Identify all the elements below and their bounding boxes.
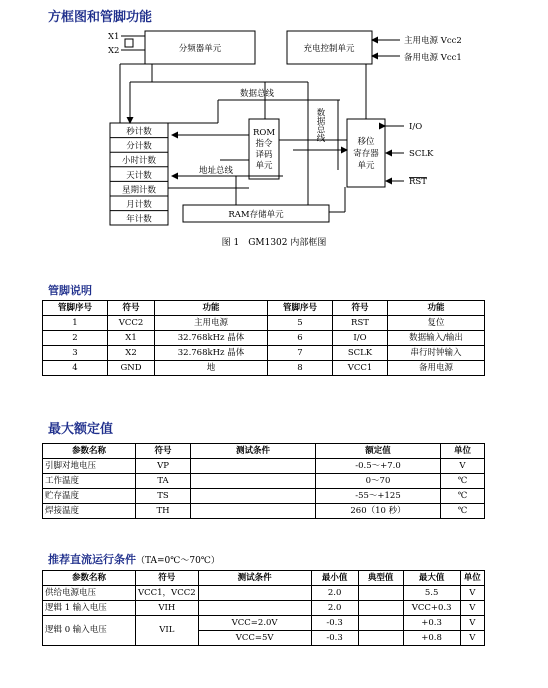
pin-header-4: 符号 [333,301,388,316]
dc-header-2: 测试条件 [198,571,311,586]
cell: V [460,631,484,646]
ram-label: RAM存储单元 [228,210,284,220]
cell [191,474,316,489]
cell: VIL [136,616,199,646]
cell: VCC=2.0V [198,616,311,631]
cell: ℃ [441,504,485,519]
vcc2-label: 主用电源 Vcc2 [404,36,462,46]
cell: 32.768kHz 晶体 [155,346,268,361]
pin-table [42,300,485,376]
cell: +0.8 [403,631,460,646]
shift-line-1: 寄存器 [353,149,379,159]
cell: 6 [268,331,333,346]
cell: VCC1，VCC2 [136,586,199,601]
section-title-dc [48,551,220,567]
figure-caption: 图 1 GM1302 内部框图 [221,238,327,248]
shift-line-0: 移位 [357,137,375,147]
data-bus-vertical-text: 数据总线 [315,108,325,142]
block-diagram [0,0,548,260]
rom-line-0: ROM [252,128,276,138]
cell: V [460,616,484,631]
cell: V [441,459,485,474]
dc-title: 推荐直流运行条件 [48,553,136,566]
cell: 备用电源 [388,361,485,376]
cell: VCC=5V [198,631,311,646]
cell: VCC+0.3 [403,601,460,616]
cell: TA [136,474,191,489]
dc-header-6: 单位 [460,571,484,586]
dc-header-1: 符号 [136,571,199,586]
counter-0: 秒计数 [126,127,152,137]
table-row [43,504,485,519]
table-row [43,459,485,474]
table-row [43,346,485,361]
pin-header-1: 符号 [108,301,155,316]
cell: X2 [108,346,155,361]
io-label: I/O [409,122,423,132]
cell: 复位 [388,316,485,331]
cell: I/O [333,331,388,346]
cell: -0.3 [311,616,358,631]
sclk-label: SCLK [409,149,434,159]
cell [198,601,311,616]
cell [358,631,403,646]
dc-header [43,571,485,586]
cell: 2.0 [311,601,358,616]
pin-header-0: 管脚序号 [43,301,108,316]
cell: 引脚对地电压 [43,459,136,474]
section-title-block-diagram: 方框图和管脚功能 [48,10,153,25]
table-row [43,316,485,331]
counter-2: 小时计数 [121,156,157,167]
cell: 串行时钟输入 [388,346,485,361]
abs-header-3: 额定值 [316,444,441,459]
data-bus-vertical-label [315,107,325,143]
cell: 3 [43,346,108,361]
cell [358,616,403,631]
table-row [43,331,485,346]
cell: 5 [268,316,333,331]
cell: 工作温度 [43,474,136,489]
cell: 2 [43,331,108,346]
cell: X1 [108,331,155,346]
cell [191,504,316,519]
cell: 逻辑 1 输入电压 [43,601,136,616]
dc-header-5: 最大值 [403,571,460,586]
shift-line-2: 单元 [357,161,375,171]
cell: 数据输入/输出 [388,331,485,346]
dc-header-4: 典型值 [358,571,403,586]
cell: 260（10 秒） [316,504,441,519]
cell: -0.3 [311,631,358,646]
section-title-abs-max: 最大额定值 [48,422,114,437]
dc-condition: （TA=0℃～70℃） [136,556,220,566]
abs-header-4: 单位 [441,444,485,459]
rom-line-1: 指令 [255,139,273,149]
cell: SCLK [333,346,388,361]
charge-label: 充电控制单元 [303,44,355,54]
cell: V [460,601,484,616]
cell: 4 [43,361,108,376]
cell: VCC1 [333,361,388,376]
cell: 贮存温度 [43,489,136,504]
cell: 地 [155,361,268,376]
divider-label: 分频器单元 [178,44,222,54]
cell [191,459,316,474]
cell: -0.5～+7.0 [316,459,441,474]
rom-line-2: 译码 [255,150,273,160]
cell: 主用电源 [155,316,268,331]
table-row [43,616,485,631]
cell: -55～+125 [316,489,441,504]
abs-max-header [43,444,485,459]
cell: VP [136,459,191,474]
cell: GND [108,361,155,376]
cell [358,601,403,616]
pin-table-header [43,301,485,316]
rst-label: RST [409,177,427,187]
rom-line-3: 单元 [255,161,273,171]
cell: 供给电源电压 [43,586,136,601]
counter-3: 天计数 [126,170,152,181]
pin-header-2: 功能 [155,301,268,316]
cell: 5.5 [403,586,460,601]
abs-max-table [42,443,485,519]
cell: 0～70 [316,474,441,489]
cell: +0.3 [403,616,460,631]
abs-header-2: 测试条件 [191,444,316,459]
cell [191,489,316,504]
cell: 32.768kHz 晶体 [155,331,268,346]
cell: 7 [268,346,333,361]
dc-header-3: 最小值 [311,571,358,586]
cell [198,586,311,601]
cell: 2.0 [311,586,358,601]
counter-1: 分计数 [126,141,152,152]
cell: V [460,586,484,601]
table-row [43,601,485,616]
dc-table [42,570,485,646]
cell: 8 [268,361,333,376]
section-title-pins: 管脚说明 [48,284,92,297]
counter-6: 年计数 [126,214,152,225]
cell: ℃ [441,489,485,504]
vcc1-label: 备用电源 Vcc1 [404,53,462,63]
data-bus-label: 数据总线 [240,89,275,99]
cell: RST [333,316,388,331]
pin-header-5: 功能 [388,301,485,316]
cell: 焊接温度 [43,504,136,519]
table-row [43,474,485,489]
cell [358,586,403,601]
counter-4: 星期计数 [121,185,157,196]
address-bus-label: 地址总线 [199,166,234,176]
cell: VIH [136,601,199,616]
cell: 1 [43,316,108,331]
x2-label: X2 [108,46,120,56]
abs-header-1: 符号 [136,444,191,459]
pin-header-3: 管脚序号 [268,301,333,316]
cell: VCC2 [108,316,155,331]
table-row [43,489,485,504]
cell: TS [136,489,191,504]
abs-header-0: 参数名称 [43,444,136,459]
dc-header-0: 参数名称 [43,571,136,586]
table-row [43,361,485,376]
cell: TH [136,504,191,519]
counter-5: 月计数 [126,200,152,210]
cell: 逻辑 0 输入电压 [43,616,136,646]
table-row [43,586,485,601]
cell: ℃ [441,474,485,489]
x1-label: X1 [108,32,120,42]
